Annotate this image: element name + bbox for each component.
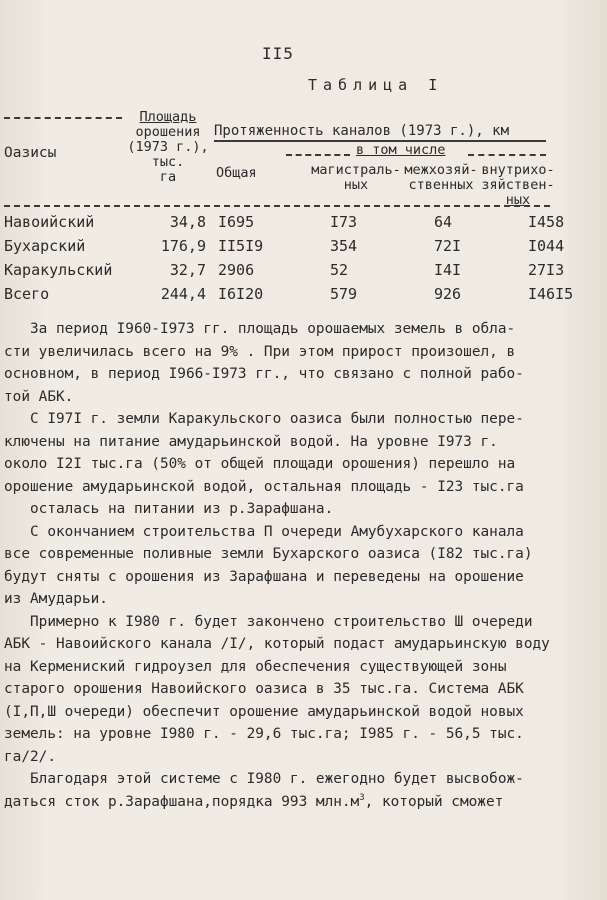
cell-main: I73 [330,213,358,231]
cell-oasis: Каракульский [4,261,113,279]
table-row [4,210,598,234]
header-sub-rule-right [468,154,546,156]
body-text [4,318,600,813]
cell-oasis: Бухарский [4,237,86,255]
paragraph-3: С окончанием строительства П очереди Амубухарского канала все современные поливные земли Бухарского оазиса (I82 тыс.га) будут сняты с орошения из Зарафшана и переведены на орошение из Амударьи. [4,523,533,607]
header-intra: внутрихо- зяйствен- ных [481,162,555,208]
header-length: Протяженность каналов (1973 г.), км [214,123,510,139]
cell-total: I695 [218,213,255,231]
cell-intra: 27I3 [528,261,565,279]
header-area: Площадь орошения (1973 г.), тыс. га [127,109,209,185]
cell-main: 354 [330,237,358,255]
cell-main: 52 [330,261,349,279]
cell-main: 579 [330,285,358,303]
cell-area: 34,8 [169,213,206,231]
header-bottom-rule [4,205,550,207]
cell-oasis: Всего [4,285,50,303]
cell-intra: I044 [528,237,565,255]
cell-total: I6I20 [218,285,264,303]
table-row [4,258,598,282]
paragraph-2: С I97I г. земли Каракульского оазиса были полностью пере- ключены на питание амударьинской водой. На уровне I973 г. около I2I тыс.га (50% от общей площади орошения) перешло на орошение амударьинской водой, остальная площадь - I23 тыс.га осталась на питании из р.Зарафшана. [4,411,524,517]
cell-intra: I46I5 [528,285,574,303]
header-in-that-number: в том числе [356,142,446,158]
header-main: магистраль- ных [311,162,401,193]
cell-total: 2906 [218,261,255,279]
cell-area: 176,9 [160,237,206,255]
table-row-total [4,282,598,306]
cell-oasis: Навоийский [4,213,95,231]
cell-inter: 72I [434,237,462,255]
paragraph-5: Благодаря этой системе с I980 г. ежегодно будет высвобож- даться сток р.Зарафшана,порядка 993 $млн.м^3$, который сможет [4,771,524,810]
paragraph-4: Примерно к I980 г. будет закончено строительство Ш очереди АБК - Навоийского канала /I/, который подаст амударьинскую воду на Кермениский гидроузел для обеспечения существующей зоны старого орошения Навоийского оазиса в 35 тыс.га. Система АБК (I,П,Ш очереди) обеспечит орошение амударьинской водой новых земель: на уровне I980 г. - 29,6 тыс.га; I985 г. - 56,5 тыс. га/2/. [4,613,550,765]
table-row [4,234,598,258]
page-number: II5 [262,44,294,63]
cell-intra: I458 [528,213,565,231]
header-inter: межхозяй- ственных [404,162,478,193]
irrigation-table [4,210,598,306]
paragraph-1: За период I960-I973 гг. площадь орошаемых земель в обла- сти увеличилась всего на 9% . При этом прирост произошел, в основном, в период I966-I973 гг., что связано с полной рабо- той АБК. [4,321,524,405]
header-oasis: Оазисы [4,145,57,161]
table-title: Таблица I [308,76,444,94]
cell-inter: 926 [434,285,462,303]
header-sub-rule-left [286,154,350,156]
cell-area: 32,7 [169,261,206,279]
header-total: Общая [216,165,257,181]
table-top-rule [4,117,122,119]
cell-total: II5I9 [218,237,264,255]
cell-inter: I4I [434,261,462,279]
cell-inter: 64 [434,213,453,231]
cell-area: 244,4 [160,285,206,303]
